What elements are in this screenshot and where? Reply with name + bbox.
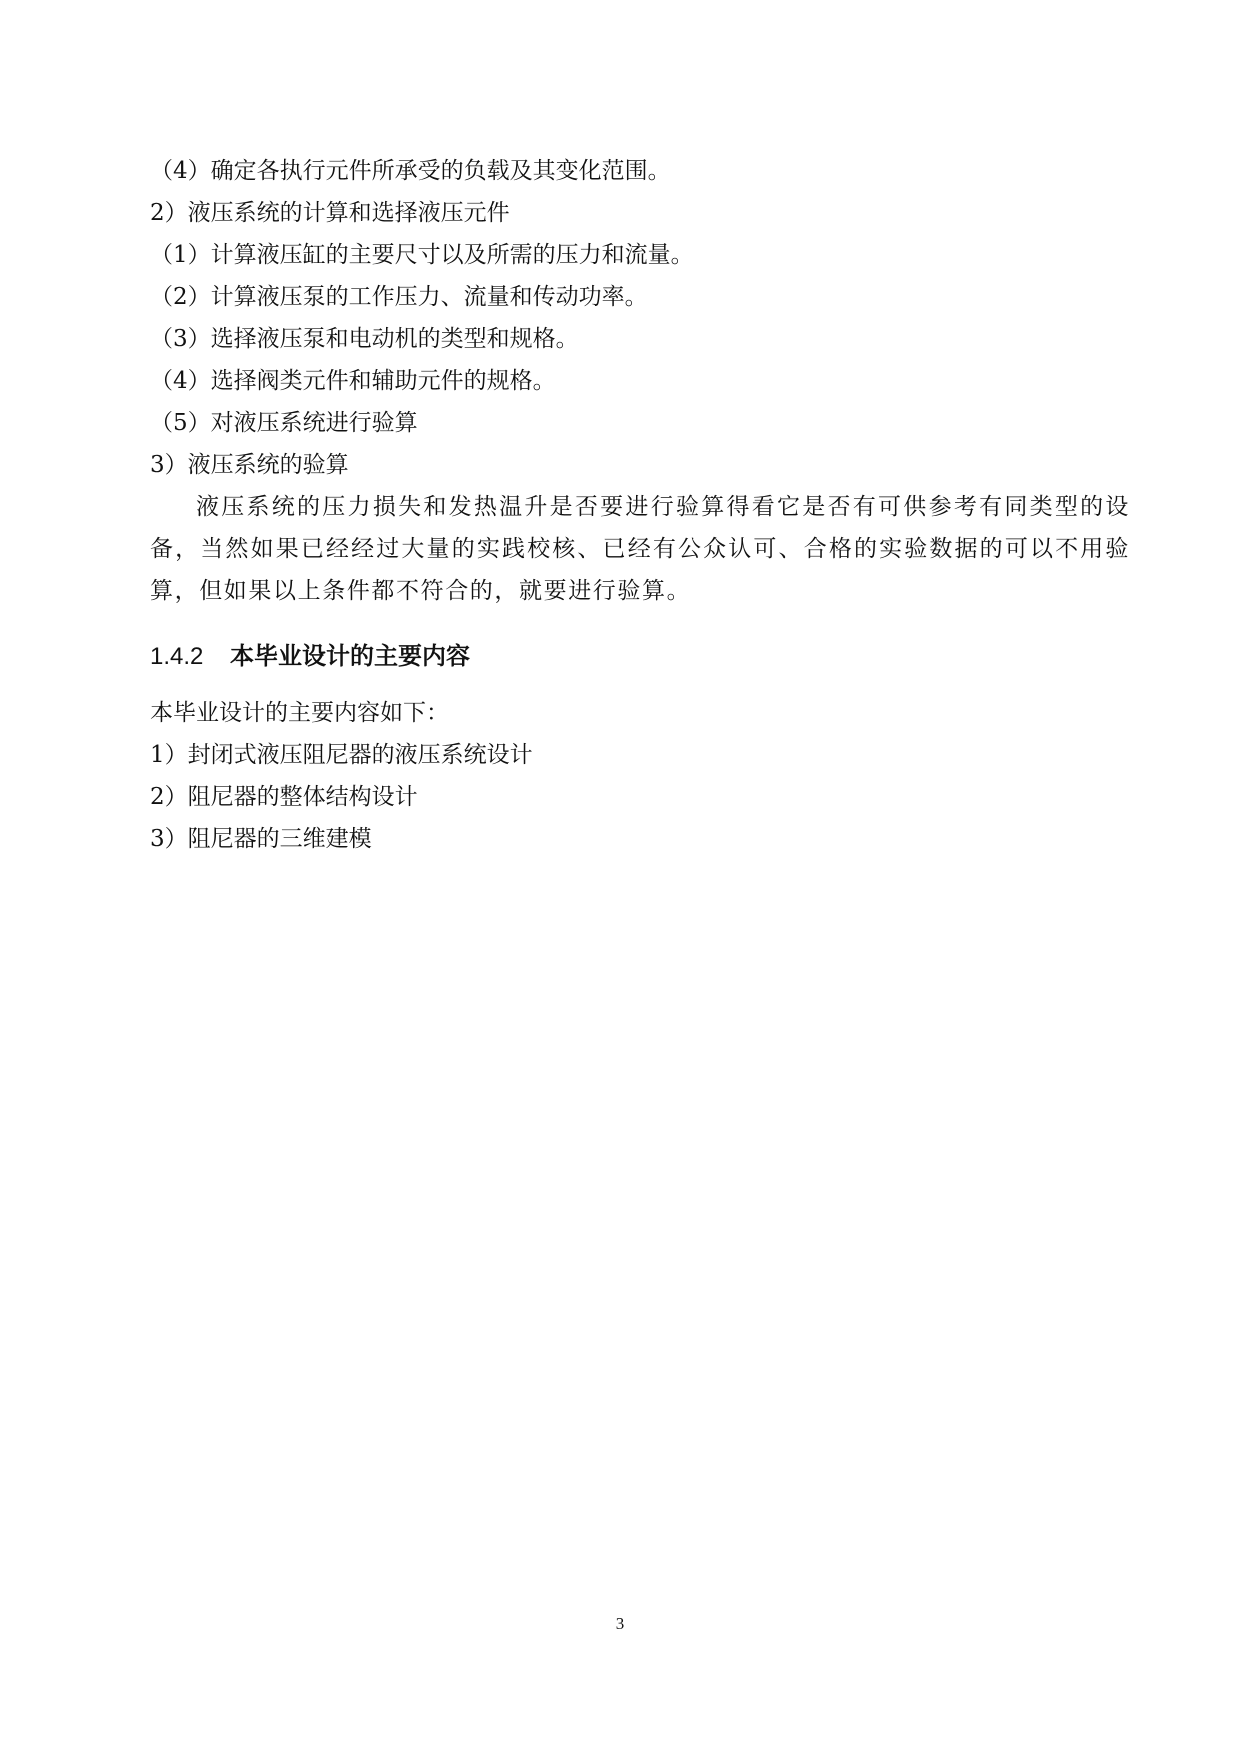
list-item: 本毕业设计的主要内容如下： (150, 700, 449, 726)
page-content (150, 150, 1130, 860)
list-item: 1）封闭式液压阻尼器的液压系统设计 (150, 742, 533, 768)
list-item: （2）计算液压泵的工作压力、流量和传动功率。 (150, 284, 648, 310)
list-item: 3）液压系统的验算 (150, 452, 349, 478)
section-heading (150, 634, 1130, 678)
list-item: （3）选择液压泵和电动机的类型和规格。 (150, 326, 579, 352)
list-item: （1）计算液压缸的主要尺寸以及所需的压力和流量。 (150, 242, 694, 268)
page-number: 3 (615, 1614, 625, 1633)
list-item: 2）阻尼器的整体结构设计 (150, 784, 418, 810)
section-number: 1.4.2 (150, 643, 204, 670)
list-item: （4）选择阀类元件和辅助元件的规格。 (150, 368, 556, 394)
list-item: 3）阻尼器的三维建模 (150, 826, 372, 852)
list-item: （5）对液压系统进行验算 (150, 410, 418, 436)
list-item: 2）液压系统的计算和选择液压元件 (150, 200, 510, 226)
list-item: （4）确定各执行元件所承受的负载及其变化范围。 (150, 158, 671, 184)
body-paragraph: 液压系统的压力损失和发热温升是否要进行验算得看它是否有可供参考有同类型的设备，当然如果已经经过大量的实践校核、已经有公众认可、合格的实验数据的可以不用验算，但如果以上条件都不符合的，就要进行验算。 (150, 494, 1130, 604)
section-title: 本毕业设计的主要内容 (230, 642, 470, 670)
